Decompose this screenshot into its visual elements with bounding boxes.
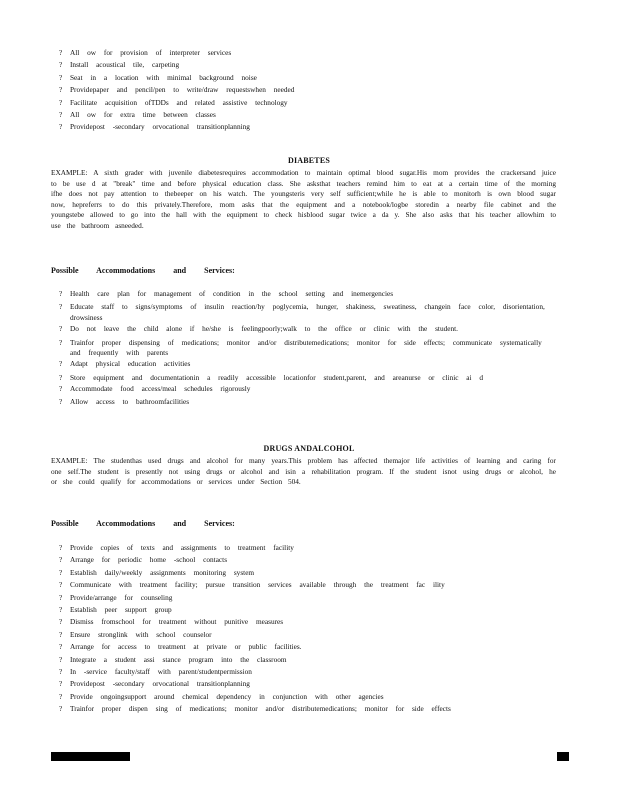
list-item: ? Arrange for periodic home -school contacts [59,555,228,565]
list-item: ? Dismiss fromschool for treatment without punitive measures [59,617,284,627]
bullet-icon: ? [59,60,63,70]
diabetes-accommodations-list [59,290,559,410]
list-item: ? Trainfor proper dispensing of medications; monitor and/or distributemedications; monitor for side effects; communicate systematically and frequently with parents [59,337,542,357]
drugs-alcohol-heading: DRUGS ANDALCOHOL [263,444,355,453]
bullet-icon: ? [59,48,63,57]
bullet-icon: ? [59,604,63,614]
diabetes-subheading: Possible Accommodations and Services: [51,266,235,275]
list-item: ? Facilitate acquisition ofTDDs and related assistive technology [59,97,288,107]
list-item: ? Accommodate food access/meal schedules rigorously [59,384,251,394]
list-item: ? All ow for extra time between classes [59,109,216,119]
bullet-icon: ? [59,97,63,107]
bullet-icon: ? [59,85,63,95]
bullet-icon: ? [59,691,63,701]
bullet-icon: ? [59,289,63,298]
bullet-icon: ? [59,666,63,676]
list-item: ? Provide ongoingsupport around chemical dependency in conjunction with other agencies [59,691,384,701]
bullet-icon: ? [59,396,63,406]
list-item: ? Allow access to bathroomfacilities [59,396,190,406]
footer-bar-left [51,752,130,761]
bullet-icon: ? [59,567,63,577]
list-item: ? Communicate with treatment facility; pursue transition services available through the treatment fac ility [59,580,445,590]
bullet-icon: ? [59,679,63,689]
list-item: ? Educate staff to signs/symptoms of insulin reaction/hy poglycemia, hunger, shakiness, sweatiness, changein face color, disorientation, drowsiness [59,302,545,322]
bullet-icon: ? [59,555,63,565]
drugs-alcohol-subheading: Possible Accommodations and Services: [51,519,235,528]
footer-bar-right [557,752,569,761]
bullet-icon: ? [59,359,63,369]
bullet-icon: ? [59,109,63,119]
bullet-icon: ? [59,302,63,312]
diabetes-heading: DIABETES [287,156,331,165]
list-item: ? Seat in a location with minimal background noise [59,72,257,82]
bullet-icon: ? [59,704,63,714]
hearing-accommodations-list [59,49,559,136]
list-item: ? Store equipment and documentationin a readily accessible locationfor student,parent, and areanurse or clinic ai d [59,372,484,382]
list-item: ? Install acoustical tile, carpeting [59,60,180,70]
list-item: ? Providepost -secondary orvocational transitionplanning [59,679,250,689]
bullet-icon: ? [59,122,63,132]
bullet-icon: ? [59,324,63,334]
bullet-icon: ? [59,384,63,394]
bullet-icon: ? [59,629,63,639]
bullet-icon: ? [59,543,63,552]
list-item: ? Provide/arrange for counseling [59,592,173,602]
bullet-icon: ? [59,337,63,347]
bullet-icon: ? [59,580,63,590]
list-item: ? Providepaper and pencil/pen to write/draw requestswhen needed [59,85,295,95]
list-item: ? In -service faculty/staff with parent/studentpermission [59,666,252,676]
bullet-icon: ? [59,617,63,627]
list-item: ? Providepost -secondary orvocational transitionplanning [59,122,250,132]
list-item: ? Health care plan for management of condition in the school setting and inemergencies [59,289,394,298]
list-item: ? All ow for provision of interpreter services [59,48,232,57]
bullet-icon: ? [59,72,63,82]
list-item: ? Ensure stronglink with school counselor [59,629,212,639]
list-item: ? Establish peer support group [59,604,172,614]
list-item: ? Trainfor proper dispen sing of medications; monitor and/or distributemedications; monitor for side effects [59,704,451,714]
list-item: ? Arrange for access to treatment at private or public facilities. [59,642,302,652]
bullet-icon: ? [59,592,63,602]
list-item: ? Establish daily/weekly assignments monitoring system [59,567,255,577]
diabetes-example: EXAMPLE: A sixth grader with juvenile diabetesrequires accommodation to maintain optimal blood sugar.His mom provides the crackersand juice to be use d at "break" time and before physical education class. She asksthat teachers remind him to eat at a certain time of the morning ifhe does not pay attention to thebeeper on his watch. The youngsteris very self sufficient;while he is able to monitorh is own blood sugar now, hepreferrs to do this privately.Therefore, mom asks that the equipment and a notebook/logbe storedin a nearby file cabinet and the youngstebe allowed to go into the hall with the equipment to check hisblood sugar twice a da y. She also asks that his teacher allowhim to use the bathroom asneeded. [51,168,556,230]
list-item: ? Provide copies of texts and assignments to treatment facility [59,543,294,552]
drugs-alcohol-accommodations-list [59,544,559,717]
list-item: ? Do not leave the child alone if he/she is feelingpoorly;walk to the office or clinic with the student. [59,324,458,334]
bullet-icon: ? [59,654,63,664]
bullet-icon: ? [59,372,63,382]
list-item: ? Adapt physical education activities [59,359,191,369]
drugs-alcohol-example: EXAMPLE: The studenthas used drugs and alcohol for many years.This problem has affected themajor life activities of learning and caring for one self.The student is presently not using drugs or alcohol and isin a rehabilitation program. If the student isnot using drugs or alcohol, he or she could qualify for accommodations or services under Section 504. [51,456,556,487]
bullet-icon: ? [59,642,63,652]
list-item: ? Integrate a student assi stance program into the classroom [59,654,287,664]
